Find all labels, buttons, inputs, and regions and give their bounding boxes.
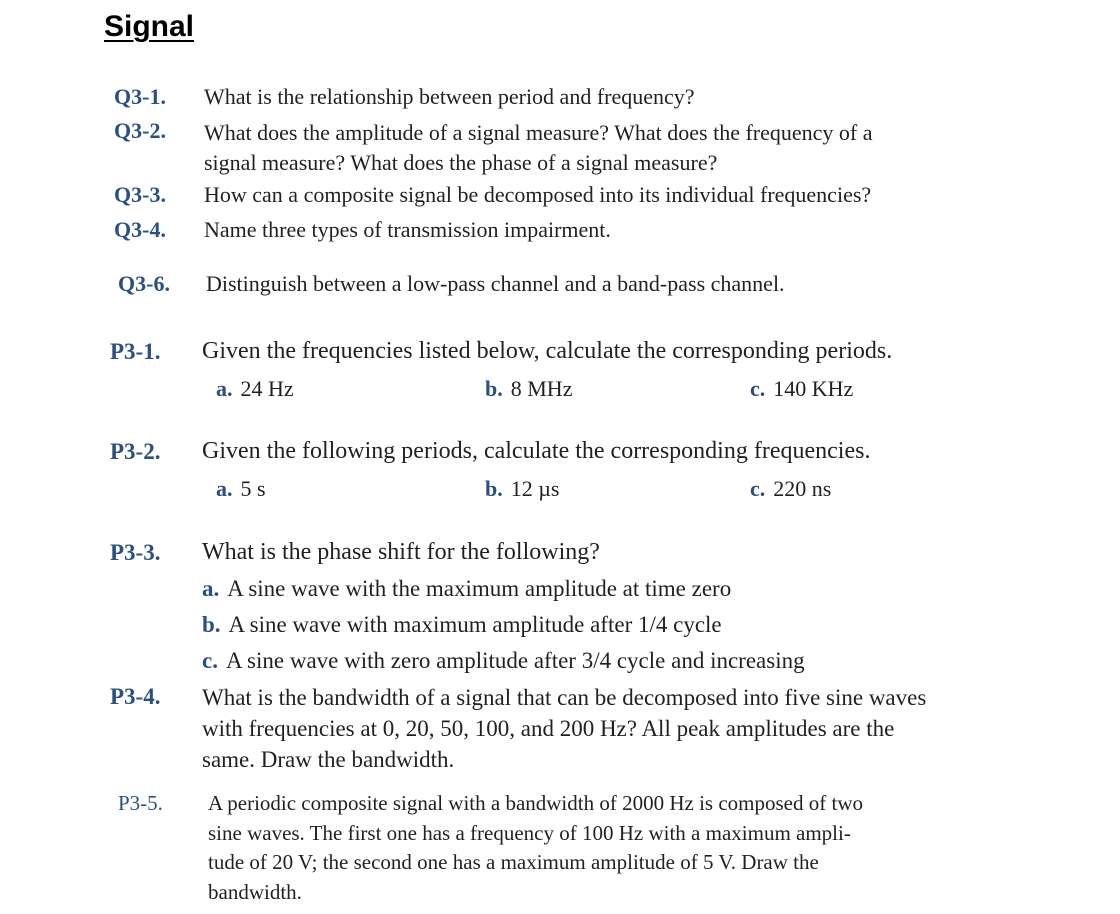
item-label: a. <box>202 576 220 601</box>
problem-text <box>202 682 1002 775</box>
question-id: Q3-4. <box>114 217 166 242</box>
problem-item <box>202 648 805 674</box>
problem-line: bandwidth. <box>208 879 302 904</box>
item-label: c. <box>750 376 766 401</box>
problem-text <box>208 789 980 907</box>
item-label: a. <box>216 476 233 501</box>
problem-item <box>750 476 831 502</box>
problem-id: P3-5. <box>118 791 163 815</box>
problem-line: same. Draw the bandwidth. <box>202 747 455 772</box>
problem-item <box>485 476 560 502</box>
problem-id: P3-3. <box>110 540 161 565</box>
item-label: b. <box>202 612 221 637</box>
problem-item <box>202 612 722 638</box>
item-value: 220 ns <box>773 476 832 501</box>
question-id: Q3-6. <box>118 271 170 296</box>
page-title: Signal <box>104 10 195 43</box>
item-value: A sine wave with maximum amplitude after 1/4 cycle <box>228 612 722 637</box>
question-id: Q3-1. <box>114 84 166 109</box>
problem-line: sine waves. The first one has a frequency of 100 Hz with a maximum ampli- <box>208 820 851 845</box>
problem-text: Given the following periods, calculate the corresponding frequencies. <box>202 438 871 464</box>
item-value: A sine wave with the maximum amplitude at time zero <box>227 576 732 601</box>
problem-item <box>216 376 294 402</box>
problem-id: P3-4. <box>110 684 161 709</box>
question-text: What is the relationship between period and frequency? <box>204 84 695 109</box>
question-id: Q3-3. <box>114 182 166 207</box>
problem-id: P3-1. <box>110 339 161 364</box>
item-label: c. <box>202 648 218 673</box>
problem-item <box>202 576 731 602</box>
problem-item <box>750 376 853 402</box>
item-value: 24 Hz <box>240 376 294 401</box>
item-label: a. <box>216 376 233 401</box>
item-value: 8 MHz <box>510 376 573 401</box>
item-label: b. <box>485 376 503 401</box>
question-id: Q3-2. <box>114 118 166 143</box>
item-value: 140 KHz <box>773 376 854 401</box>
item-label: b. <box>485 476 503 501</box>
problem-text: Given the frequencies listed below, calculate the corresponding periods. <box>202 338 893 364</box>
item-value: 12 µs <box>510 476 560 501</box>
question-text: Distinguish between a low-pass channel and a band-pass channel. <box>206 271 785 296</box>
question-text: Name three types of transmission impairment. <box>204 217 611 242</box>
problem-item <box>485 376 572 402</box>
question-text <box>204 118 976 178</box>
problem-line: with frequencies at 0, 20, 50, 100, and 200 Hz? All peak amplitudes are the <box>202 716 895 741</box>
item-value: A sine wave with zero amplitude after 3/4 cycle and increasing <box>225 648 805 673</box>
question-line: signal measure? What does the phase of a signal measure? <box>204 150 718 175</box>
problem-id: P3-2. <box>110 439 161 464</box>
problem-item <box>216 476 266 502</box>
question-line: What does the amplitude of a signal measure? What does the frequency of a <box>204 120 873 145</box>
problem-text: What is the phase shift for the following? <box>202 539 600 565</box>
question-text: How can a composite signal be decomposed into its individual frequencies? <box>204 182 872 207</box>
problem-line: tude of 20 V; the second one has a maximum amplitude of 5 V. Draw the <box>208 850 819 874</box>
problem-line: What is the bandwidth of a signal that can be decomposed into five sine waves <box>202 685 927 710</box>
item-value: 5 s <box>240 476 266 501</box>
problem-line: A periodic composite signal with a bandwidth of 2000 Hz is composed of two <box>208 791 863 815</box>
item-label: c. <box>750 476 766 501</box>
